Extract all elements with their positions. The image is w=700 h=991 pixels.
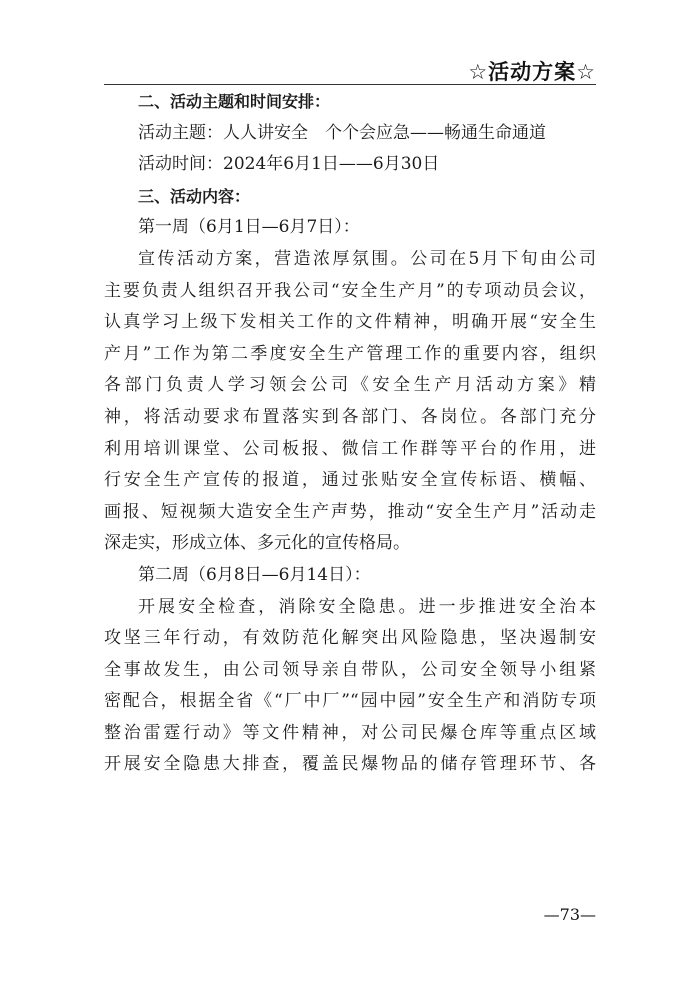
text-line-11: 神，将活动要求布置落实到各部门、各岗位。各部门充分 xyxy=(104,406,596,427)
text-line-17: 开展安全检查，消除安全隐患。进一步推进安全治本 xyxy=(138,596,596,617)
text-line-8: 认真学习上级下发相关工作的文件精神，明确开展“安全生 xyxy=(104,312,596,333)
text-line-16: 第二周（6月8日—6月14日）： xyxy=(138,564,371,585)
text-line-4: 三、活动内容： xyxy=(138,186,251,206)
text-line-15: 深走实，形成立体、多元化的宣传格局。 xyxy=(104,533,410,554)
text-line-22: 开展安全隐患大排查，覆盖民爆物品的储存管理环节、各 xyxy=(104,754,596,775)
text-line-10: 各部门负责人学习领会公司《安全生产月活动方案》精 xyxy=(104,375,596,396)
text-line-9: 产月”工作为第二季度安全生产管理工作的重要内容，组织 xyxy=(104,343,596,364)
text-line-21: 整治雷霆行动》等文件精神，对公司民爆仓库等重点区域 xyxy=(104,722,596,743)
text-line-6: 宣传活动方案，营造浓厚氛围。公司在5月下旬由公司 xyxy=(138,248,596,269)
text-line-5: 第一周（6月1日—6月7日）： xyxy=(138,217,360,238)
header-title: ☆活动方案☆ xyxy=(468,60,596,84)
text-line-2: 活动主题：人人讲安全 个个会应急——畅通生命通道 xyxy=(138,122,546,143)
header-divider xyxy=(104,84,596,85)
text-line-12: 利用培训课堂、公司板报、微信工作群等平台的作用，进 xyxy=(104,438,596,459)
document-body xyxy=(104,86,596,781)
text-line-3: 活动时间：2024年6月1日——6月30日 xyxy=(138,154,440,175)
text-line-18: 攻坚三年行动，有效防范化解突出风险隐患，坚决遏制安 xyxy=(104,628,596,649)
text-line-1: 二、活动主题和时间安排： xyxy=(138,92,331,111)
text-line-7: 主要负责人组织召开我公司“安全生产月”的专项动员会议， xyxy=(104,280,596,301)
text-line-13: 行安全生产宣传的报道，通过张贴安全宣传标语、横幅、 xyxy=(104,470,596,491)
text-line-14: 画报、短视频大造安全生产声势，推动“安全生产月”活动走 xyxy=(104,501,596,522)
text-line-20: 密配合，根据全省《“厂中厂”“园中园”安全生产和消防专项 xyxy=(104,691,596,712)
page-number: —73— xyxy=(543,905,596,924)
text-line-19: 全事故发生，由公司领导亲自带队，公司安全领导小组紧 xyxy=(104,659,596,680)
